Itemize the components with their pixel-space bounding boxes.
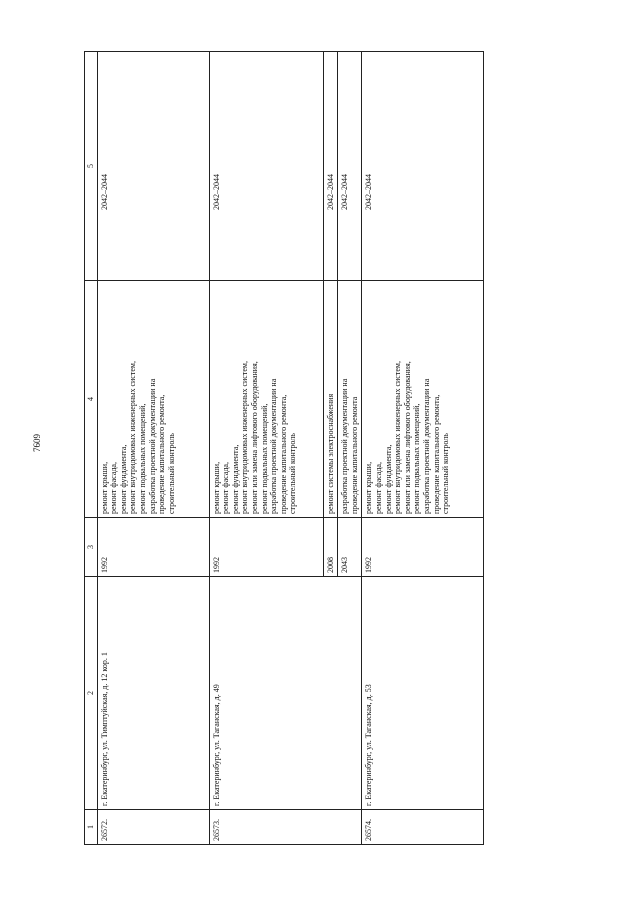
row-year: 1992 bbox=[362, 518, 484, 577]
table-container bbox=[84, 77, 484, 845]
subrow-period: 2042–2044 bbox=[338, 52, 362, 281]
subrow-period: 2042–2044 bbox=[323, 52, 338, 281]
column-number-1: 1 bbox=[85, 810, 98, 845]
row-number: 26572. bbox=[97, 810, 209, 845]
row-works: ремонт крыши, ремонт фасада, ремонт фундамента, ремонт внутридомовых инженерных систем, ремонт подвальных помещений, разработка проектной документации на проведение капитального ремонта, строительный контроль bbox=[97, 281, 209, 518]
row-period: 2042–2044 bbox=[209, 52, 323, 281]
column-number-4: 4 bbox=[85, 281, 98, 518]
column-number-3: 3 bbox=[85, 518, 98, 577]
row-period: 2042–2044 bbox=[97, 52, 209, 281]
row-works: ремонт крыши, ремонт фасада, ремонт фундамента, ремонт внутридомовых инженерных систем, ремонт или замена лифтового оборудования, ремонт подвальных помещений, разработка проектной документации на проведение капитального ремонта, строительный контроль bbox=[209, 281, 323, 518]
column-number-2: 2 bbox=[85, 577, 98, 810]
subrow-works: ремонт системы электроснабжения bbox=[323, 281, 338, 518]
page-number: 7609 bbox=[32, 434, 42, 452]
row-address: г. Екатеринбург, ул. Таганская, д. 53 bbox=[362, 577, 484, 810]
row-address: г. Екатеринбург, ул. Тимптуйская, д. 12 кор. 1 bbox=[97, 577, 209, 810]
column-number-row bbox=[85, 52, 98, 845]
repair-schedule-table bbox=[84, 51, 484, 845]
row-number: 26573. bbox=[209, 810, 362, 845]
subrow-year: 2043 bbox=[338, 518, 362, 577]
row-works: ремонт крыши, ремонт фасада, ремонт фундамента, ремонт внутридомовых инженерных систем, ремонт или замена лифтового оборудования, ремонт подвальных помещений, разработка проектной документации на проведение капитального ремонта, строительный контроль bbox=[362, 281, 484, 518]
table-row bbox=[209, 52, 323, 845]
row-period: 2042–2044 bbox=[362, 52, 484, 281]
table-row bbox=[362, 52, 484, 845]
table-row bbox=[97, 52, 209, 845]
subrow-year: 2008 bbox=[323, 518, 338, 577]
row-address: г. Екатеринбург, ул. Таганская, д. 49 bbox=[209, 577, 362, 810]
row-year: 1992 bbox=[97, 518, 209, 577]
column-number-5: 5 bbox=[85, 52, 98, 281]
row-year: 1992 bbox=[209, 518, 323, 577]
rotated-page bbox=[84, 77, 484, 845]
row-number: 26574. bbox=[362, 810, 484, 845]
subrow-works: разработка проектной документации на проведение капитального ремонта bbox=[338, 281, 362, 518]
